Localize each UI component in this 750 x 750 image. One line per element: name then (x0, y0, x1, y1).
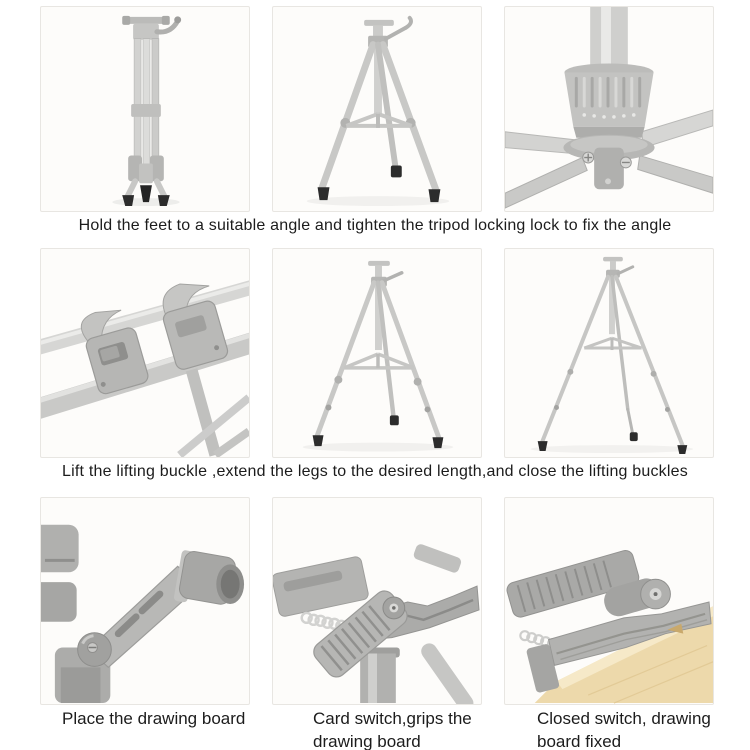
locking-knob-illustration (505, 7, 713, 211)
photo-closed-switch (504, 497, 714, 705)
caption-line: Place the drawing board (62, 709, 246, 728)
photo-folded-tripod (40, 6, 250, 212)
caption-line: Card switch,grips the (313, 709, 472, 728)
photo-card-switch (272, 497, 482, 705)
leg-column (360, 653, 396, 703)
step1-caption: Hold the feet to a suitable angle and tighten the tripod locking lock to fix the angle (78, 217, 672, 234)
photo-tripod-full-extended (504, 248, 714, 458)
crank-handle (384, 273, 402, 281)
caption-line: board fixed (537, 732, 622, 750)
rubber-foot (318, 187, 330, 200)
step3-caption-closed-switch (537, 707, 711, 750)
card-switch-illustration (273, 498, 481, 704)
open-tripod-illustration (273, 7, 481, 211)
full-extended-tripod-illustration (505, 249, 713, 457)
closed-switch-illustration (505, 498, 713, 704)
photo-tripod-part-extended (272, 248, 482, 458)
step3-caption-place-board (62, 707, 245, 730)
crank-handle (618, 267, 633, 274)
board-arm-illustration (41, 498, 249, 704)
part-extended-tripod-illustration (273, 249, 481, 457)
folded-tripod-illustration (41, 7, 249, 211)
tripod-leg (542, 277, 608, 443)
lifting-buckles-illustration (41, 249, 249, 457)
photo-locking-knob (504, 6, 714, 212)
t-handle (124, 17, 168, 24)
step2-caption: Lift the lifting buckle ,extend the legs to the desired length,and close the lifting buckles (62, 463, 688, 480)
radial-leg (505, 132, 574, 154)
step3-caption-card-switch (313, 707, 472, 750)
crank-handle (386, 28, 406, 39)
clamp-bracket (273, 556, 369, 618)
photo-open-tripod (272, 6, 482, 212)
photo-board-arm (40, 497, 250, 705)
photo-lifting-buckles (40, 248, 250, 458)
caption-line: Closed switch, drawing (537, 709, 711, 728)
easel-head (364, 20, 394, 26)
caption-line: drawing board (313, 732, 421, 750)
